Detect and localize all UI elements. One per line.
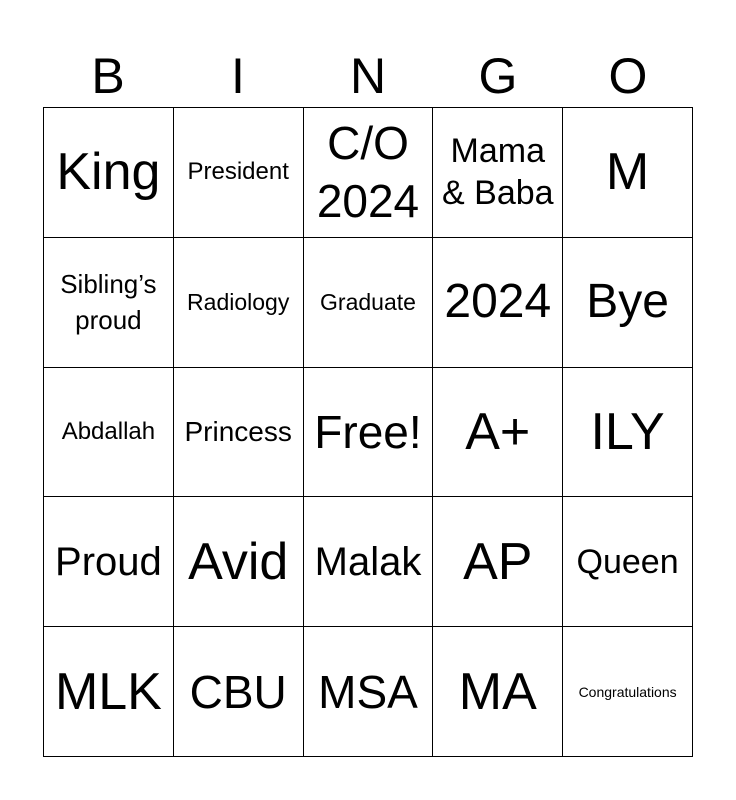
- header-letter-g: G: [478, 48, 518, 104]
- cell-text: Queen: [576, 542, 679, 581]
- cell-text: 2024: [444, 275, 552, 329]
- bingo-cell-r4c1[interactable]: [44, 497, 174, 627]
- cell-text: C/O 2024: [316, 117, 420, 228]
- cell-text: Avid: [188, 532, 289, 591]
- header-letter-i: I: [231, 48, 245, 104]
- bingo-cell-r4c2[interactable]: [174, 497, 304, 627]
- cell-text: Graduate: [320, 289, 416, 316]
- bingo-cell-r3c4[interactable]: [433, 368, 563, 498]
- cell-text: Abdallah: [61, 417, 156, 445]
- bingo-cell-r5c2[interactable]: [174, 627, 304, 757]
- cell-text: Princess: [184, 415, 292, 447]
- cell-text: M: [605, 143, 650, 202]
- bingo-cell-r5c4[interactable]: [433, 627, 563, 757]
- bingo-cell-r4c5[interactable]: [563, 497, 693, 627]
- header-letter-b: B: [91, 48, 125, 104]
- cell-text: Radiology: [187, 289, 290, 316]
- bingo-header: [43, 44, 693, 108]
- bingo-cell-r2c2[interactable]: [174, 238, 304, 368]
- cell-text: MSA: [318, 665, 418, 718]
- bingo-cell-r5c1[interactable]: [44, 627, 174, 757]
- cell-text: Malak: [314, 539, 422, 584]
- bingo-card-grid: [43, 107, 693, 757]
- cell-text: AP: [463, 532, 533, 591]
- cell-text: Mama & Baba: [442, 132, 554, 213]
- cell-text: President: [187, 158, 289, 186]
- bingo-cell-r1c2[interactable]: [174, 108, 304, 238]
- bingo-cell-r3c2[interactable]: [174, 368, 304, 498]
- cell-text: Bye: [586, 275, 669, 329]
- bingo-cell-r1c5[interactable]: [563, 108, 693, 238]
- bingo-cell-r2c1[interactable]: [44, 238, 174, 368]
- bingo-cell-r2c3[interactable]: [304, 238, 434, 368]
- bingo-cell-r1c1[interactable]: [44, 108, 174, 238]
- cell-text: Congratulations: [578, 683, 677, 700]
- cell-text: MA: [458, 662, 537, 721]
- cell-text: Free!: [314, 405, 422, 458]
- bingo-cell-r2c4[interactable]: [433, 238, 563, 368]
- bingo-cell-r1c3[interactable]: [304, 108, 434, 238]
- bingo-cell-r1c4[interactable]: [433, 108, 563, 238]
- bingo-cell-r3c3[interactable]: [304, 368, 434, 498]
- bingo-cell-r5c3[interactable]: [304, 627, 434, 757]
- bingo-cell-r4c4[interactable]: [433, 497, 563, 627]
- cell-text: CBU: [189, 665, 287, 718]
- cell-text: King: [56, 143, 161, 202]
- header-letter-n: N: [349, 48, 387, 104]
- bingo-cell-r3c1[interactable]: [44, 368, 174, 498]
- bingo-cell-r4c3[interactable]: [304, 497, 434, 627]
- cell-text: A+: [465, 402, 531, 461]
- bingo-cell-r2c5[interactable]: [563, 238, 693, 368]
- cell-text: Proud: [55, 539, 162, 584]
- cell-text: Sibling’s proud: [60, 269, 157, 336]
- cell-text: MLK: [54, 662, 162, 721]
- cell-text: ILY: [590, 402, 665, 461]
- header-letter-o: O: [608, 48, 648, 104]
- bingo-cell-r3c5[interactable]: [563, 368, 693, 498]
- bingo-cell-r5c5[interactable]: [563, 627, 693, 757]
